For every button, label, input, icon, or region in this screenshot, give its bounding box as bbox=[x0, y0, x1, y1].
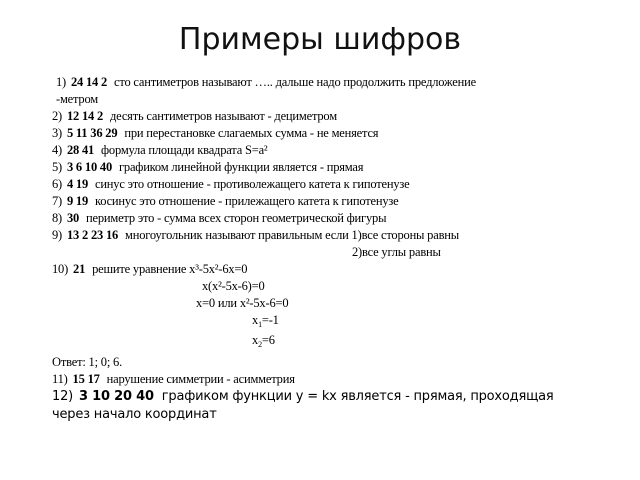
item-code: 30 bbox=[66, 211, 80, 225]
item-number: 3) bbox=[52, 126, 63, 140]
item-text: формула площади квадрата S=a² bbox=[101, 143, 268, 157]
math-value: =-1 bbox=[261, 313, 279, 327]
list-item bbox=[52, 108, 612, 125]
item-number: 12) bbox=[52, 389, 74, 404]
list-item bbox=[52, 371, 612, 388]
item-code: 4 19 bbox=[66, 177, 89, 191]
math-subscript: 2 bbox=[258, 340, 262, 349]
list-item bbox=[52, 261, 612, 278]
item-code: 21 bbox=[73, 262, 86, 276]
item-number: 9) bbox=[52, 228, 63, 242]
item-text: косинус это отношение - прилежащего катета к гипотенузе bbox=[94, 194, 399, 208]
item-number: 8) bbox=[52, 211, 63, 225]
math-line: x=0 или x²-5x-6=0 bbox=[196, 296, 289, 310]
math-var: x bbox=[252, 313, 259, 327]
item-number: 10) bbox=[52, 262, 69, 276]
list-item bbox=[52, 142, 612, 159]
item-number: 4) bbox=[52, 143, 63, 157]
math-var: x bbox=[252, 333, 259, 347]
item-text: 2)все углы равны bbox=[352, 245, 441, 259]
math-subscript: 1 bbox=[258, 320, 262, 329]
item-code: 3 10 20 40 bbox=[78, 389, 154, 404]
list-item bbox=[52, 176, 612, 193]
item-text: -метром bbox=[56, 92, 99, 106]
item-number: 2) bbox=[52, 109, 63, 123]
item-text: многоугольник называют правильным если 1)все стороны равны bbox=[125, 228, 459, 242]
item-text: графиком функции y = kx является - прямая, проходящая через начало координат bbox=[52, 389, 554, 422]
item-code: 9 19 bbox=[66, 194, 89, 208]
item-code: 15 17 bbox=[72, 372, 100, 386]
item-text: синус это отношение - противолежащего катета к гипотенузе bbox=[94, 177, 410, 191]
item-text: периметр это - сумма всех сторон геометрической фигуры bbox=[86, 211, 387, 225]
item-text: графиком линейной функции является - прямая bbox=[118, 160, 364, 174]
list-item bbox=[52, 125, 612, 142]
item-code: 28 41 bbox=[66, 143, 95, 157]
item-code: 5 11 36 29 bbox=[66, 126, 118, 140]
item-text: сто сантиметров называют ….. дальше надо продолжить предложение bbox=[114, 75, 476, 89]
list-item bbox=[52, 74, 612, 91]
item-code: 13 2 23 16 bbox=[66, 228, 119, 242]
item-number: 1) bbox=[56, 75, 67, 89]
item-text: десять сантиметров называют - дециметром bbox=[110, 109, 337, 123]
list-item-continuation bbox=[52, 244, 612, 261]
math-value: =6 bbox=[261, 333, 275, 347]
list-item bbox=[52, 210, 612, 227]
item-text: нарушение симметрии - асимметрия bbox=[106, 372, 295, 386]
list-item bbox=[52, 193, 612, 210]
item-code: 12 14 2 bbox=[66, 109, 104, 123]
item-text: решите уравнение x³-5x²-6x=0 bbox=[92, 262, 248, 276]
item-code: 24 14 2 bbox=[70, 75, 108, 89]
math-root-x1 bbox=[52, 312, 612, 332]
item-text: при перестановке слагаемых сумма - не меняется bbox=[124, 126, 379, 140]
item-number: 6) bbox=[52, 177, 63, 191]
math-root-x2 bbox=[52, 332, 612, 352]
page-title: Примеры шифров bbox=[178, 22, 462, 57]
cipher-list bbox=[52, 74, 612, 424]
math-line: x(x²-5x-6)=0 bbox=[202, 279, 265, 293]
item-number: 7) bbox=[52, 194, 63, 208]
list-item bbox=[52, 388, 572, 424]
list-item-continuation bbox=[52, 91, 612, 108]
answer: Ответ: 1; 0; 6. bbox=[52, 355, 122, 369]
list-item bbox=[52, 227, 612, 244]
item-code: 3 6 10 40 bbox=[66, 160, 113, 174]
item-number: 11) bbox=[52, 372, 68, 386]
list-item bbox=[52, 159, 612, 176]
item-number: 5) bbox=[52, 160, 63, 174]
